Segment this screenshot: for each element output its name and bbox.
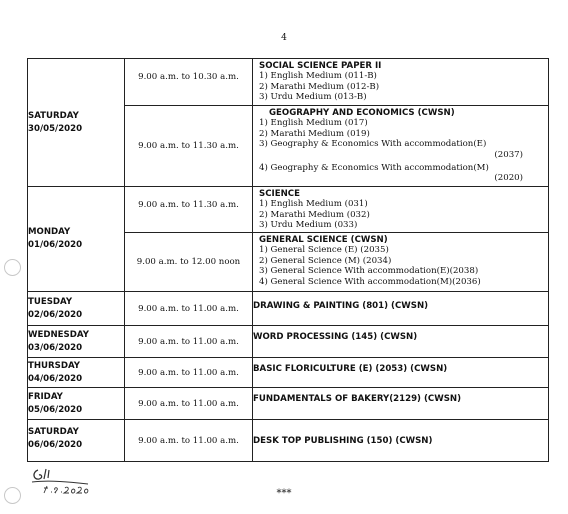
table-row bbox=[28, 187, 549, 233]
subject-cell bbox=[253, 106, 549, 187]
exam-timetable bbox=[27, 58, 549, 462]
day-date: 05/06/2020 bbox=[28, 405, 83, 415]
day-cell bbox=[28, 326, 125, 358]
list-item: 1) General Science (E) (2035) bbox=[259, 245, 389, 255]
list-item: 2) Marathi Medium (012-B) bbox=[259, 81, 380, 92]
day-name: THURSDAY bbox=[28, 361, 81, 371]
list-item: 3) Urdu Medium (013-B) bbox=[259, 92, 367, 102]
day-date: 02/06/2020 bbox=[28, 310, 83, 320]
list-item: 3) Urdu Medium (033) bbox=[259, 220, 358, 230]
list-item: 1) English Medium (031) bbox=[259, 199, 368, 209]
day-name: SATURDAY bbox=[28, 110, 79, 121]
list-item: 2) General Science (M) (2034) bbox=[259, 255, 392, 266]
day-name: TUESDAY bbox=[28, 297, 73, 307]
list-item: 2) Marathi Medium (019) bbox=[259, 128, 370, 139]
end-mark: *** bbox=[276, 488, 292, 499]
day-cell bbox=[28, 420, 125, 462]
day-date: 03/06/2020 bbox=[28, 343, 83, 353]
time-cell: 9.00 a.m. to 11.00 a.m. bbox=[125, 420, 253, 462]
time-cell: 9.00 a.m. to 11.00 a.m. bbox=[125, 358, 253, 388]
time-cell: 9.00 a.m. to 11.00 a.m. bbox=[125, 388, 253, 420]
punch-hole-top bbox=[4, 259, 21, 276]
table-row bbox=[28, 326, 549, 358]
day-date: 01/06/2020 bbox=[28, 240, 83, 250]
table-row bbox=[28, 388, 549, 420]
day-name: WEDNESDAY bbox=[28, 330, 89, 340]
list-item: 2) Marathi Medium (032) bbox=[259, 209, 370, 220]
list-item: 4) General Science With accommodation(M)(2036) bbox=[259, 276, 481, 287]
day-date: 04/06/2020 bbox=[28, 374, 83, 384]
table-row bbox=[28, 420, 549, 462]
list-item: 1) English Medium (017) bbox=[259, 118, 368, 128]
subject-cell bbox=[253, 233, 549, 292]
subject-title: SCIENCE bbox=[259, 189, 300, 199]
subject-cell: WORD PROCESSING (145) (CWSN) bbox=[253, 326, 549, 358]
list-item: 1) English Medium (011-B) bbox=[259, 71, 377, 81]
day-cell bbox=[28, 59, 125, 187]
day-cell bbox=[28, 292, 125, 326]
day-cell bbox=[28, 388, 125, 420]
day-date: 06/06/2020 bbox=[28, 440, 83, 450]
time-cell: 9.00 a.m. to 11.00 a.m. bbox=[125, 326, 253, 358]
subject-title: SOCIAL SCIENCE PAPER II bbox=[259, 61, 382, 71]
subject-cell: BASIC FLORICULTURE (E) (2053) (CWSN) bbox=[253, 358, 549, 388]
day-name: SATURDAY bbox=[28, 427, 79, 437]
subject-cell bbox=[253, 187, 549, 233]
day-name: MONDAY bbox=[28, 227, 71, 237]
time-cell: 9.00 a.m. to 11.30 a.m. bbox=[125, 187, 253, 233]
subject-title: GEOGRAPHY AND ECONOMICS (CWSN) bbox=[269, 108, 455, 118]
subject-cell: DESK TOP PUBLISHING (150) (CWSN) bbox=[253, 420, 549, 462]
time-cell: 9.00 a.m. to 11.00 a.m. bbox=[125, 292, 253, 326]
table-row bbox=[28, 59, 549, 106]
table-row bbox=[28, 358, 549, 388]
list-item: 3) General Science With accommodation(E)(2038) bbox=[259, 266, 479, 276]
subject-cell bbox=[253, 59, 549, 106]
time-cell: 9.00 a.m. to 10.30 a.m. bbox=[125, 59, 253, 106]
subject-cell: DRAWING & PAINTING (801) (CWSN) bbox=[253, 292, 549, 326]
list-item-code: (2037) bbox=[494, 149, 523, 160]
day-cell bbox=[28, 358, 125, 388]
list-item: 4) Geography & Economics With accommodation(M) bbox=[259, 162, 489, 173]
subject-cell: FUNDAMENTALS OF BAKERY(2129) (CWSN) bbox=[253, 388, 549, 420]
day-date: 30/05/2020 bbox=[28, 123, 83, 134]
time-cell: 9.00 a.m. to 11.30 a.m. bbox=[125, 106, 253, 187]
day-cell bbox=[28, 187, 125, 292]
list-item-code: (2020) bbox=[494, 173, 523, 183]
day-name: FRIDAY bbox=[28, 392, 63, 402]
list-item: 3) Geography & Economics With accommodation(E) bbox=[259, 139, 487, 149]
time-cell: 9.00 a.m. to 12.00 noon bbox=[125, 233, 253, 292]
page-number: 4 bbox=[281, 33, 287, 43]
subject-title: GENERAL SCIENCE (CWSN) bbox=[259, 235, 388, 245]
table-row bbox=[28, 292, 549, 326]
